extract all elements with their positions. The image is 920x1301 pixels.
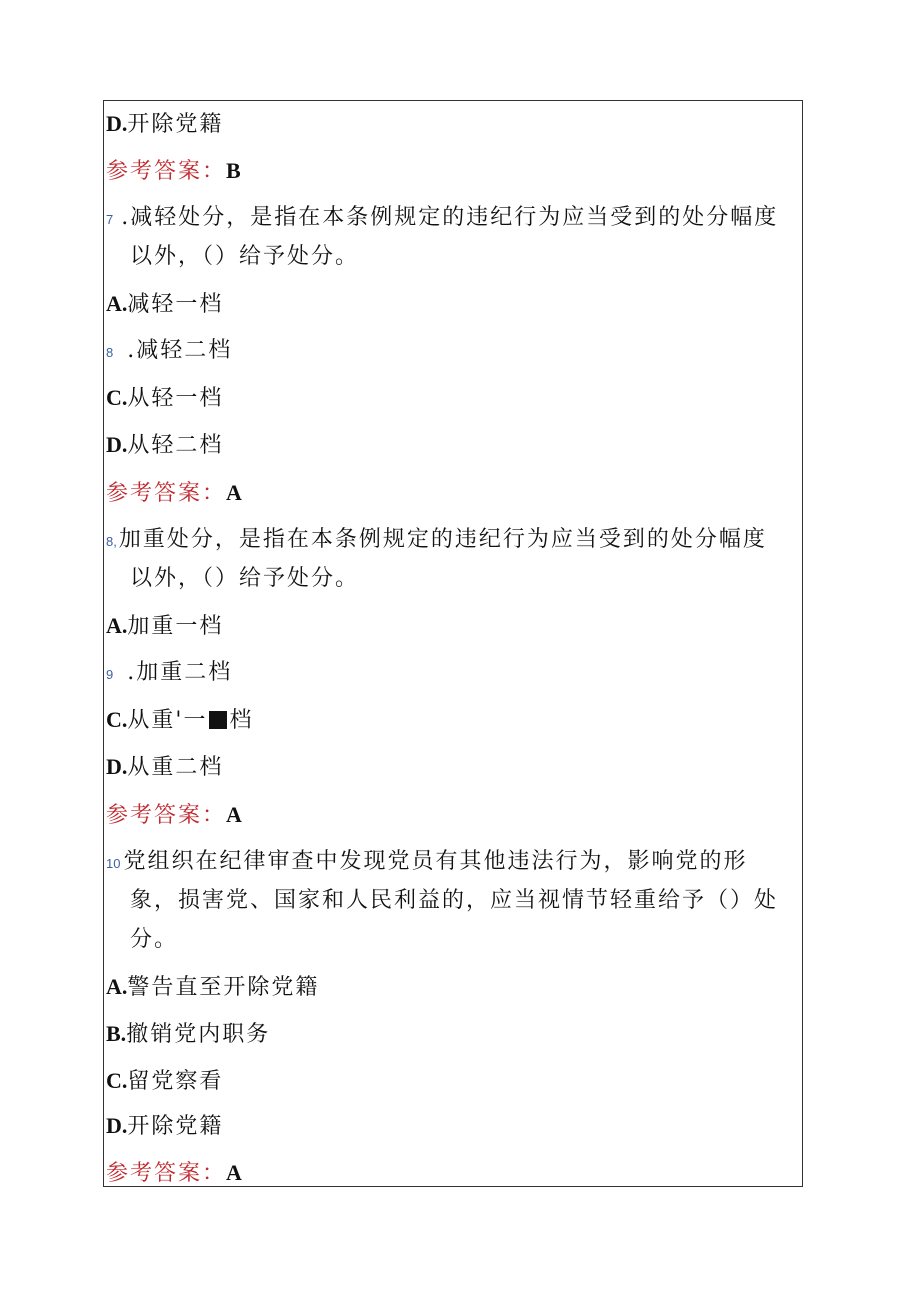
answer-label: 参考答案： [106,159,227,184]
option-text: .加重二档 [127,660,233,685]
answer-label: 参考答案： [106,803,227,828]
option-text: 开除党籍 [127,1114,224,1139]
option-a [106,611,223,642]
option-letter: D. [106,111,128,136]
option-b [106,1019,270,1050]
option-letter: D. [106,432,128,457]
question-8-line-2: 以外，（）给予处分。 [130,566,360,591]
question-7-line-2: 以外，（）给予处分。 [130,244,360,269]
answer-value: A [226,802,242,827]
answer-label: 参考答案： [106,1161,227,1186]
option-c [106,383,223,414]
option-d [106,1111,223,1142]
question-number: 10 [106,856,121,871]
option-letter: A. [106,291,128,316]
question-number: 8, [106,534,117,549]
option-letter: D. [106,1113,128,1138]
option-text: 加重一档 [127,614,224,639]
option-c [106,705,253,736]
option-letter: D. [106,754,128,779]
option-text: 从重'一 [127,708,208,733]
option-b [106,658,232,690]
option-a [106,289,223,320]
answer-value: A [226,480,242,505]
answer-value: B [226,158,241,183]
question-10-line-3: 分。 [130,927,179,952]
option-text: 开除党籍 [127,112,224,137]
option-letter: A. [106,974,128,999]
option-letter: C. [106,385,128,410]
option-text: 警告直至开除党籍 [127,975,320,1000]
answer-label: 参考答案： [106,481,227,506]
option-text: 减轻一档 [127,292,224,317]
question-text: .减轻处分，是指在本条例规定的违纪行为应当受到的处分幅度 [121,205,779,230]
black-square-glyph [209,711,227,729]
option-text: 撤销党内职务 [126,1022,271,1047]
option-text: 从轻二档 [127,433,224,458]
option-text: 从轻一档 [127,386,224,411]
option-text-tail: 档 [229,708,254,733]
question-8-line-1 [106,525,767,557]
answer-value: A [226,1160,242,1185]
option-b [106,336,232,368]
question-10-line-2: 象，损害党、国家和人民利益的，应当视情节轻重给予（）处 [130,888,779,913]
option-text: 留党察看 [127,1069,224,1094]
option-number: 9 [106,667,114,682]
option-d [106,430,223,461]
question-10-line-1 [106,847,747,879]
question-text: 加重处分，是指在本条例规定的违纪行为应当受到的处分幅度 [118,527,767,552]
option-d [106,752,223,783]
reference-answer [106,156,241,187]
option-a [106,972,319,1003]
option-number: 8 [106,345,114,360]
option-d [106,109,223,140]
option-c [106,1066,223,1097]
option-letter: B. [106,1021,127,1046]
option-text: .减轻二档 [127,338,233,363]
reference-answer [106,800,242,831]
reference-answer [106,1158,242,1189]
option-letter: C. [106,1068,128,1093]
option-text: 从重二档 [127,755,224,780]
question-text: 党组织在纪律审查中发现党员有其他违法行为，影响党的形 [123,849,748,874]
reference-answer [106,478,242,509]
question-number: 7 [106,212,114,227]
option-letter: C. [106,707,128,732]
question-7-line-1 [106,203,778,235]
option-letter: A. [106,613,128,638]
